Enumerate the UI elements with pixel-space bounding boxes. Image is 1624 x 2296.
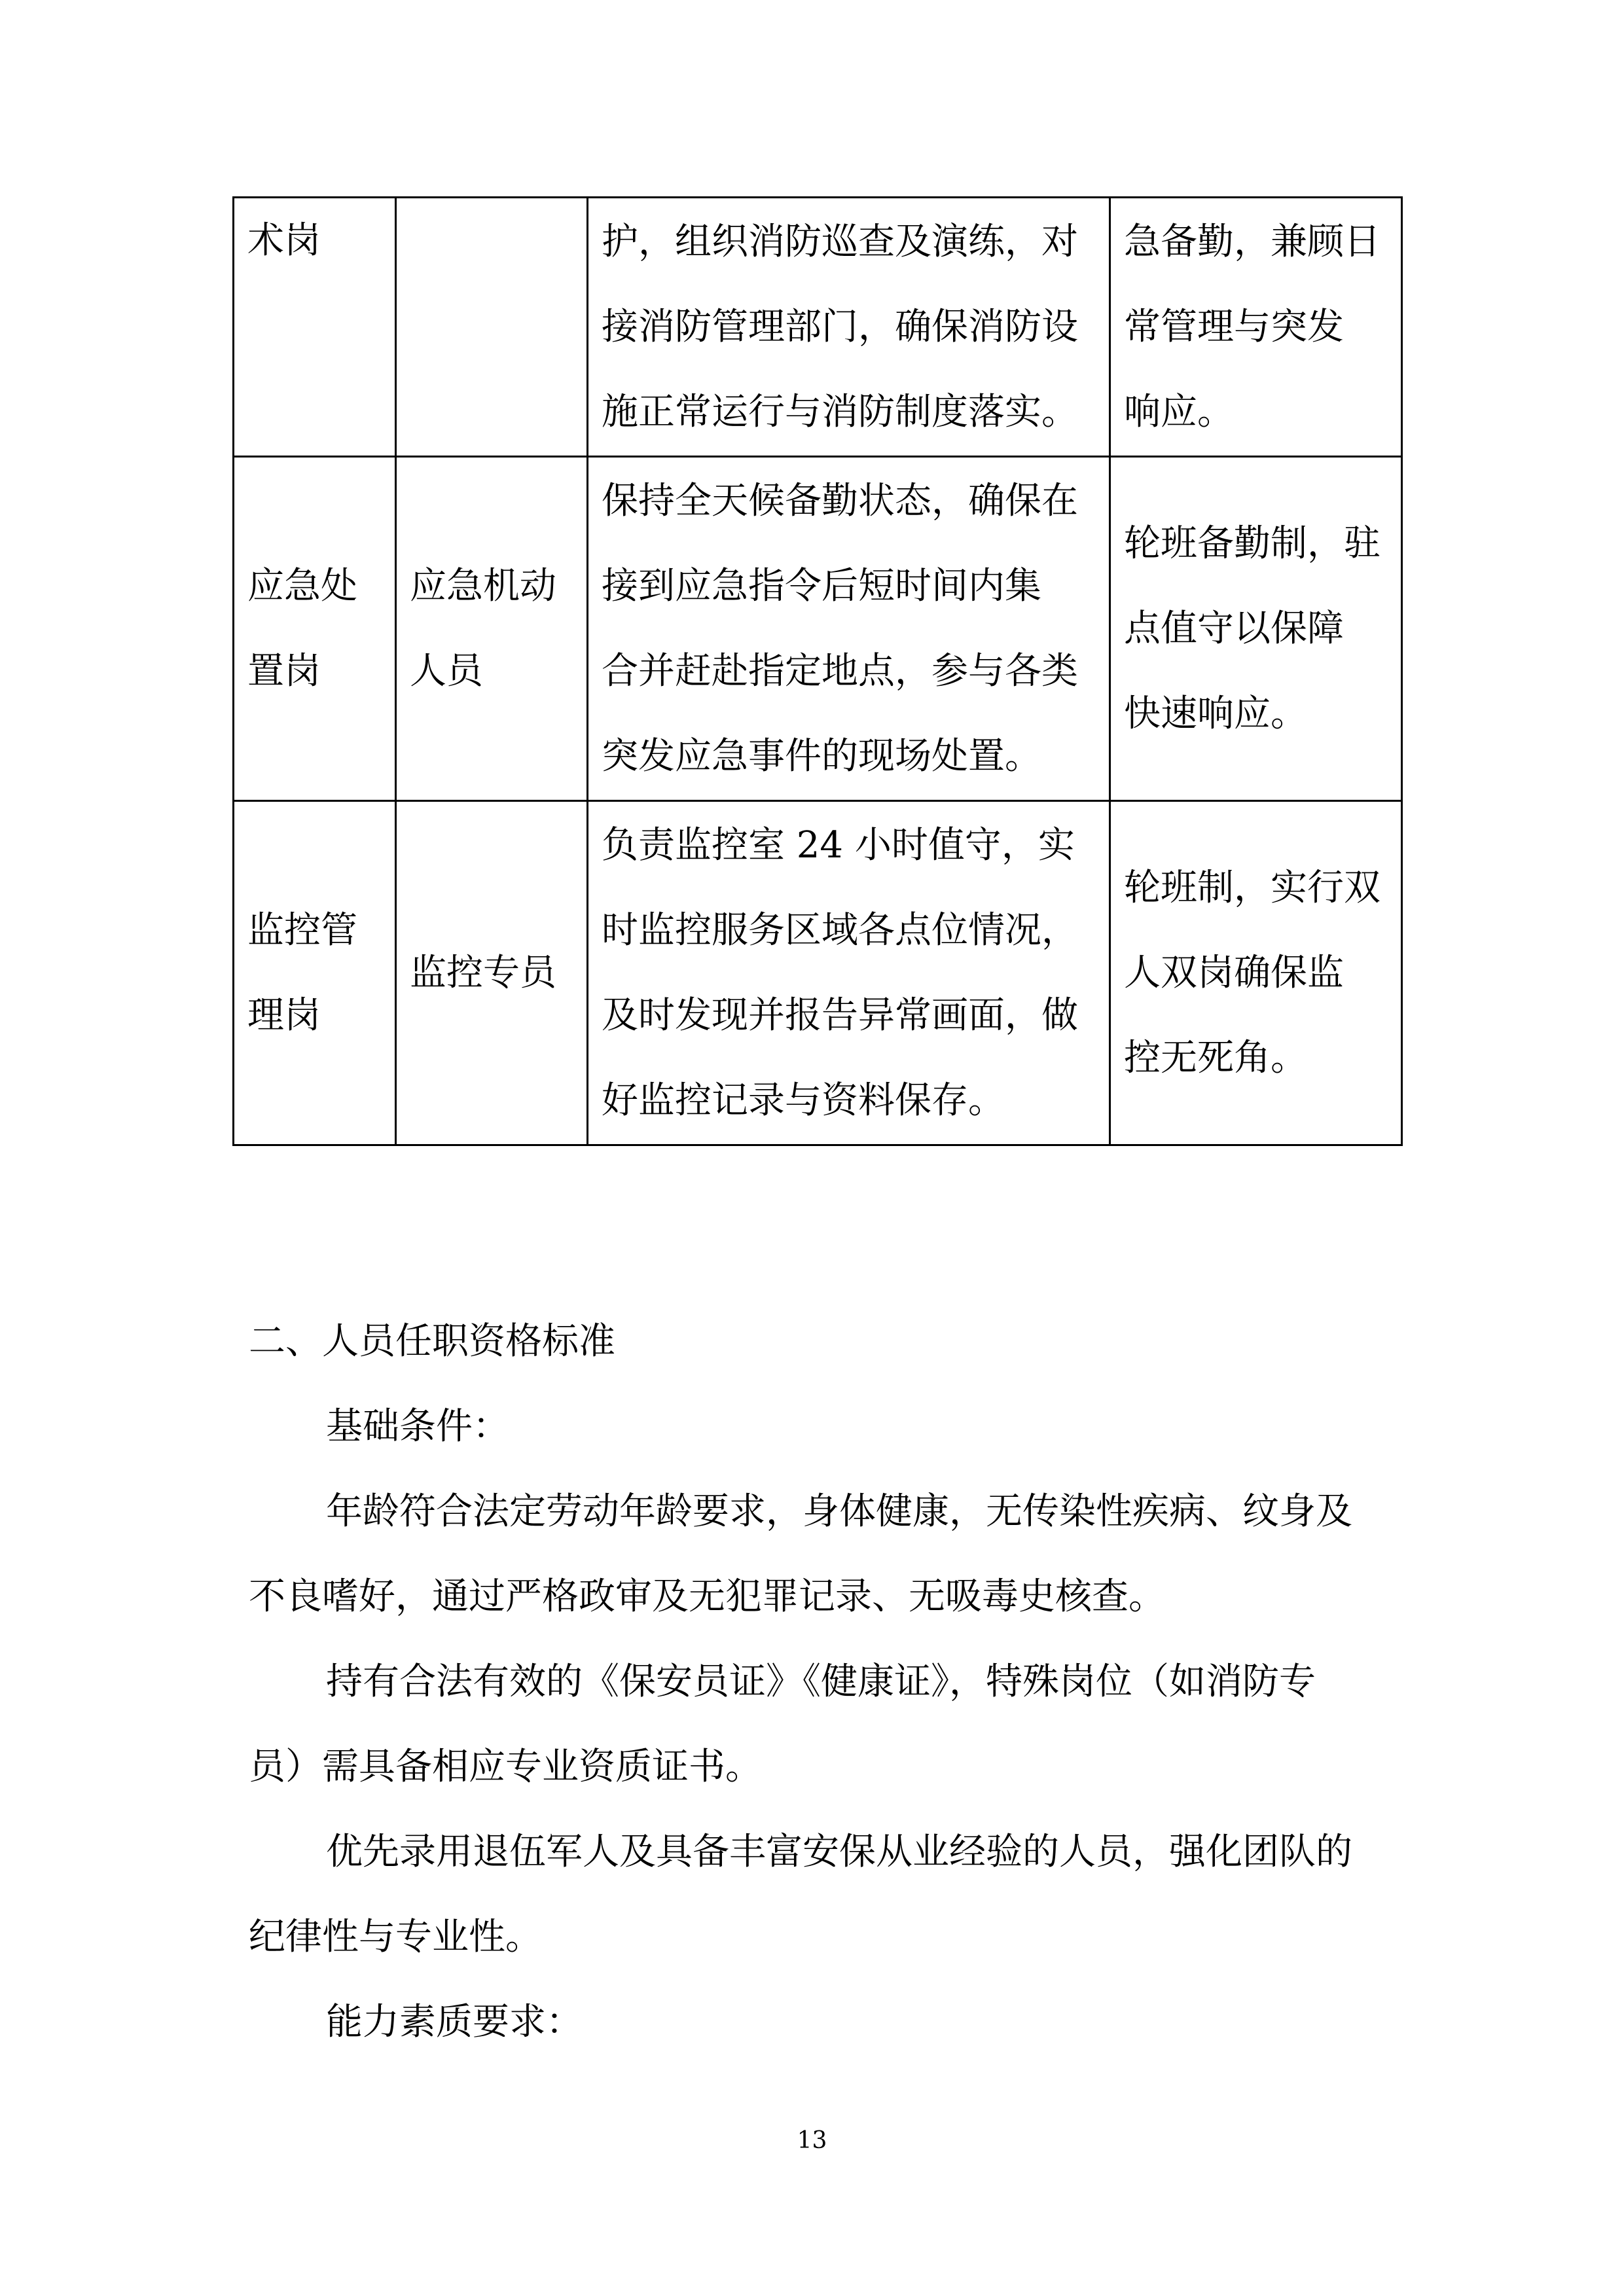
paragraph-certificates: 持有合法有效的《保安员证》《健康证》，特殊岗位（如消防专 员）需具备相应专业资质证书。 [249,1660,1316,1788]
basic-conditions-label: 基础条件： [326,1405,509,1448]
staff-duty-table [232,196,1403,1146]
duty-cell: 护，组织消防巡查及演练，对 接消防管理部门，确保消防设 施正常运行与消防制度落实。 [588,198,1110,457]
duty-cell: 保持全天候备勤状态，确保在 接到应急指令后短时间内集 合并赶赴指定地点，参与各类 突发应急事件的现场处置。 [588,457,1110,801]
shift-cell: 急备勤，兼顾日 常管理与突发 响应。 [1110,198,1402,457]
ability-requirements-label: 能力素质要求： [326,2001,583,2043]
role-cell: 监控专员 [396,801,588,1145]
paragraph-priority-hiring: 优先录用退伍军人及具备丰富安保从业经验的人员，强化团队的 纪律性与专业性。 [249,1831,1352,1958]
post-cell: 应急处 置岗 [234,457,396,801]
role-cell [396,198,588,457]
post-cell: 监控管 理岗 [234,801,396,1145]
shift-cell: 轮班备勤制，驻 点值守以保障 快速响应。 [1110,457,1402,801]
table-row [234,198,1402,457]
paragraph-age-health: 年龄符合法定劳动年龄要求，身体健康，无传染性疾病、纹身及 不良嗜好，通过严格政审及无犯罪记录、无吸毒史核查。 [249,1490,1352,1618]
shift-cell: 轮班制，实行双 人双岗确保监 控无死角。 [1110,801,1402,1145]
table-row [234,801,1402,1145]
role-cell: 应急机动 人员 [396,457,588,801]
table-row [234,457,1402,801]
section-heading: 二、人员任职资格标准 [249,1320,615,1363]
post-cell: 术岗 [234,198,396,457]
duty-cell: 负责监控室 24 小时值守，实 时监控服务区域各点位情况， 及时发现并报告异常画面，做 好监控记录与资料保存。 [588,801,1110,1145]
page-number: 13 [797,2127,827,2154]
